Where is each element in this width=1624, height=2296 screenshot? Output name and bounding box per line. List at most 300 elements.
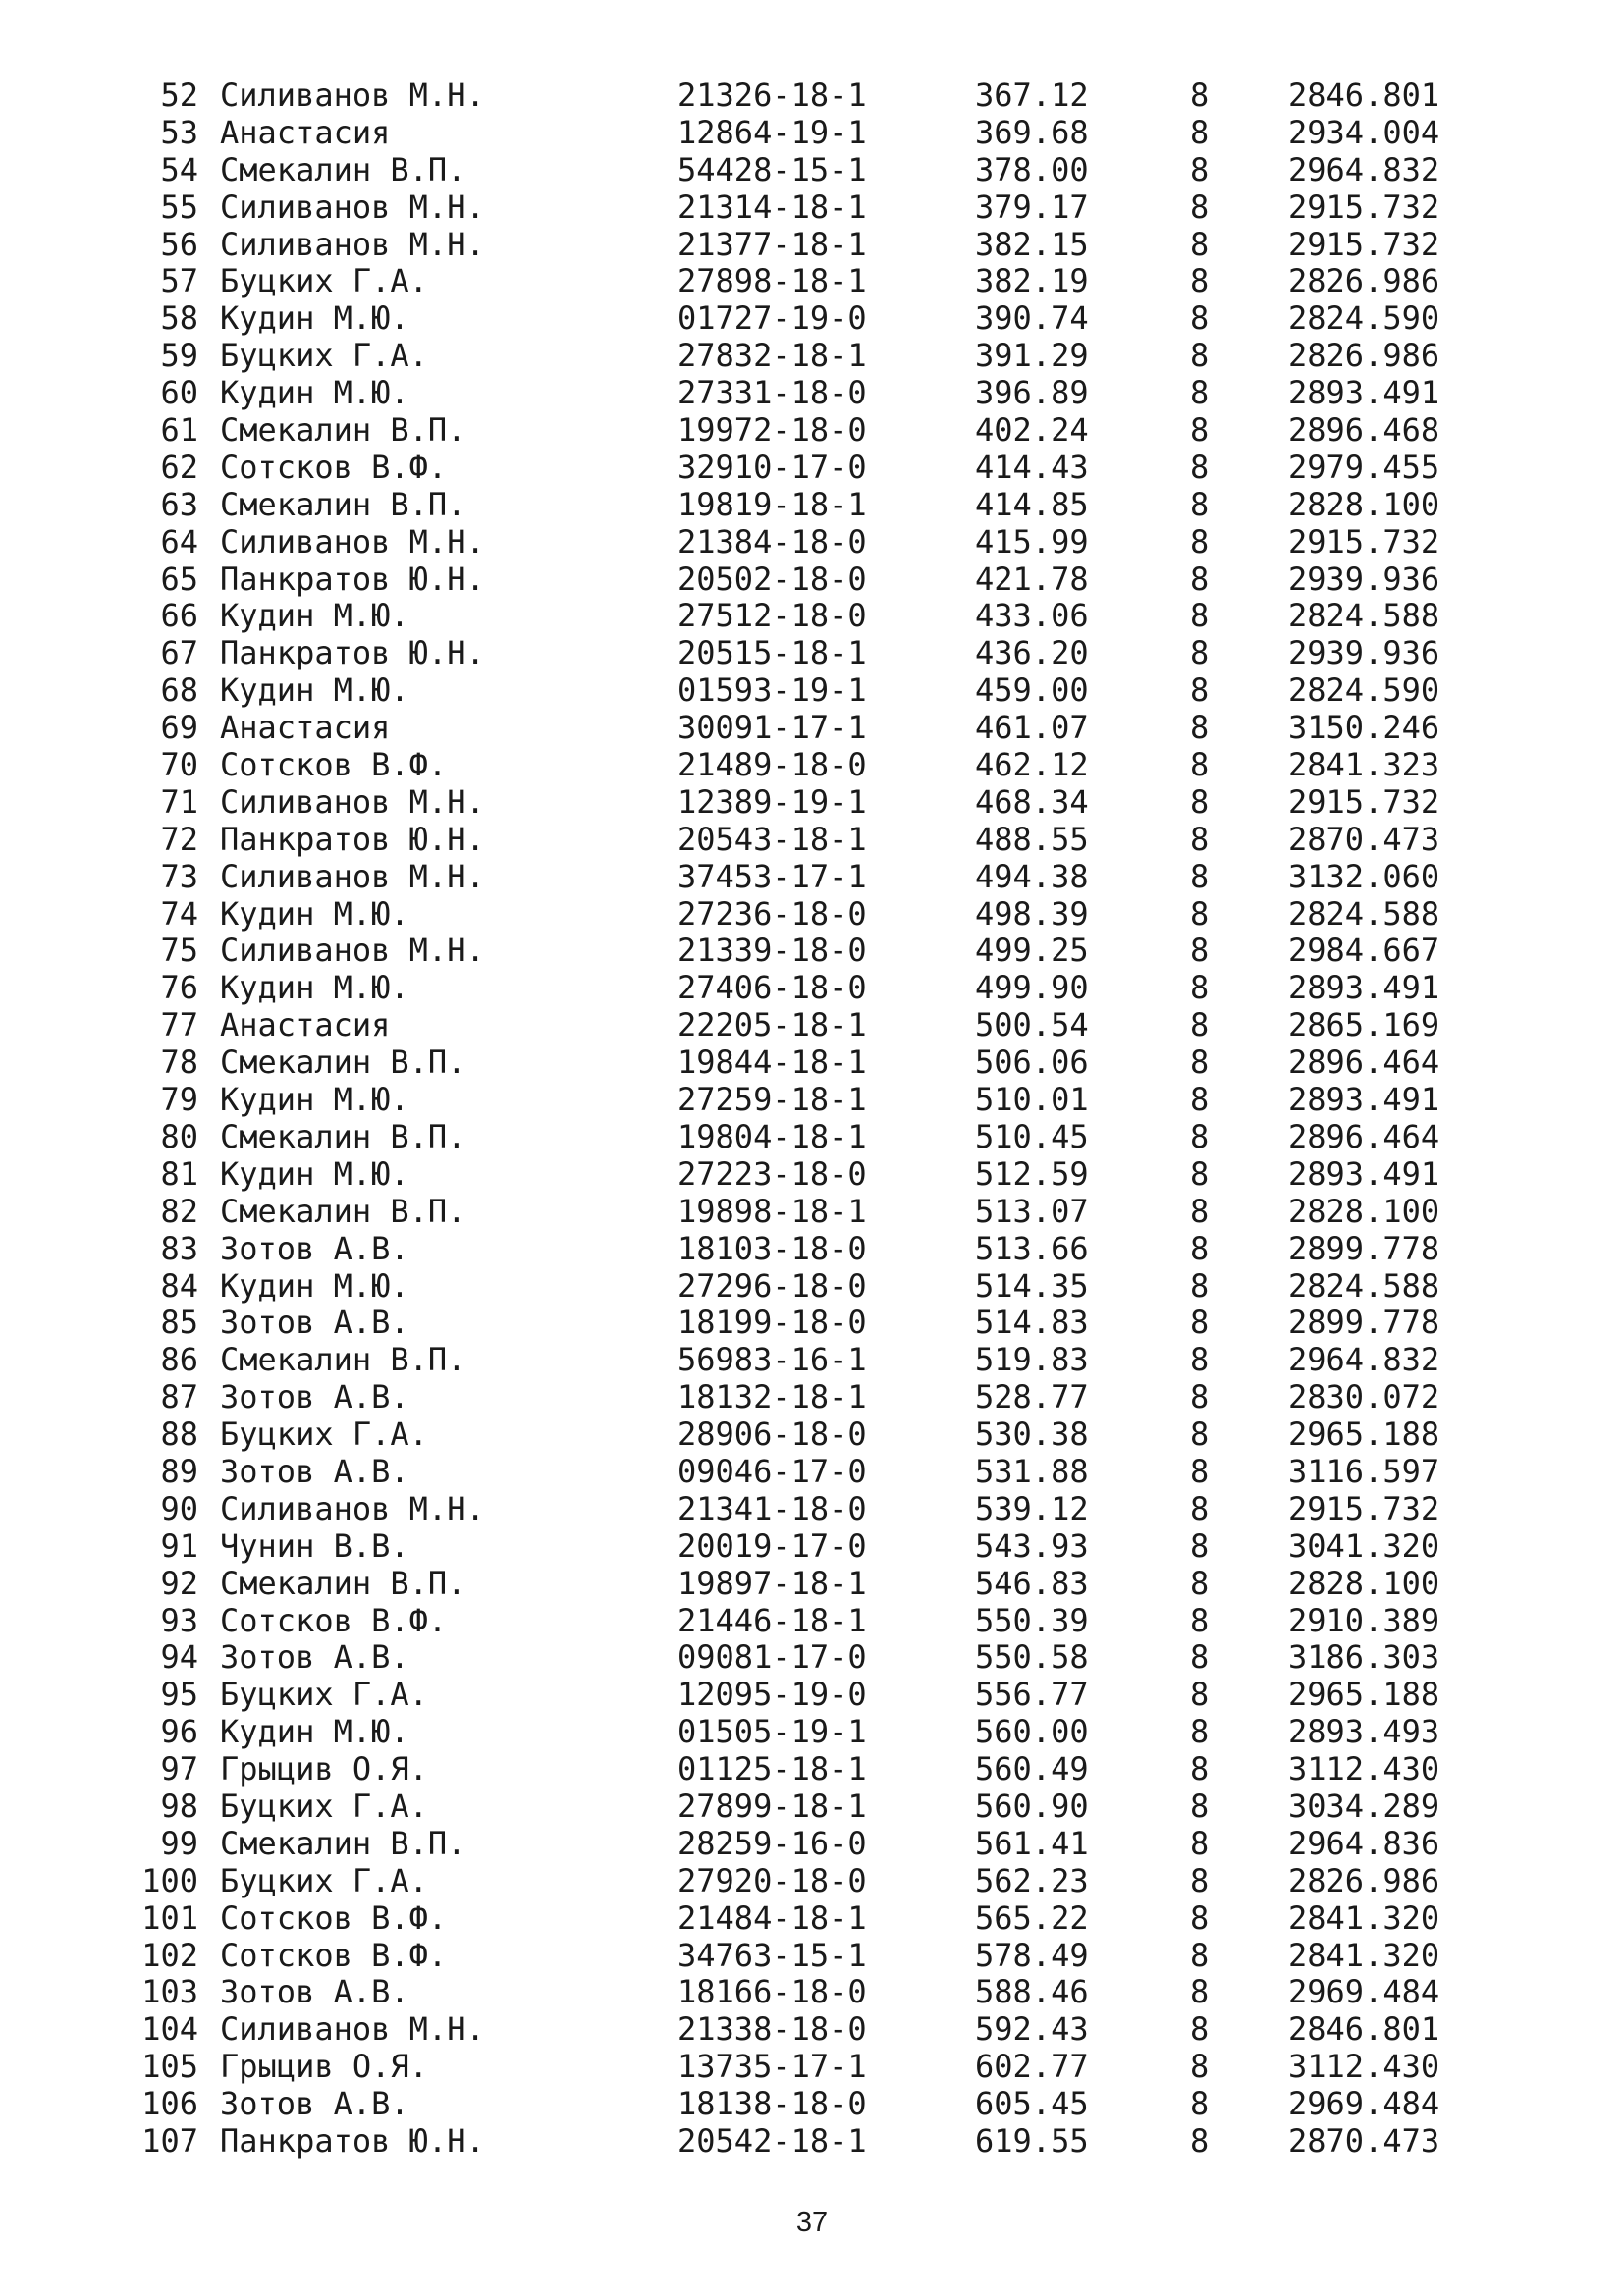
record-code: 28906-18-0 (677, 1415, 867, 1454)
class-value: 8 (1190, 1601, 1210, 1639)
record-code: 21338-18-0 (677, 2010, 867, 2049)
table-row (0, 227, 1624, 264)
total-value: 2896.464 (1288, 1043, 1440, 1082)
measure-value: 379.17 (975, 187, 1089, 226)
row-number: 64 (160, 522, 198, 561)
operator-name: Кудин М.Ю. (220, 1713, 409, 1751)
table-row (0, 1900, 1624, 1938)
record-code: 21484-18-1 (677, 1898, 867, 1937)
row-number: 57 (160, 262, 198, 300)
class-value: 8 (1190, 2121, 1210, 2160)
record-code: 19819-18-1 (677, 485, 867, 523)
table-row (0, 1863, 1624, 1900)
table-row (0, 1379, 1624, 1416)
table-row (0, 710, 1624, 747)
operator-name: Силиванов М.Н. (220, 1489, 485, 1527)
total-value: 2824.590 (1288, 299, 1440, 338)
row-number: 56 (160, 225, 198, 263)
table-row (0, 933, 1624, 970)
total-value: 2964.832 (1288, 1341, 1440, 1379)
operator-name: Смекалин В.П. (220, 1192, 466, 1230)
record-code: 37453-17-1 (677, 857, 867, 895)
table-row (0, 1082, 1624, 1119)
row-number: 86 (160, 1341, 198, 1379)
measure-value: 390.74 (975, 299, 1089, 338)
class-value: 8 (1190, 1526, 1210, 1565)
row-number: 102 (141, 1936, 198, 1974)
row-number: 88 (160, 1415, 198, 1454)
total-value: 2893.491 (1288, 1154, 1440, 1193)
total-value: 2828.100 (1288, 1564, 1440, 1602)
operator-name: Панкратов Ю.Н. (220, 560, 485, 598)
table-row (0, 1231, 1624, 1268)
row-number: 79 (160, 1081, 198, 1119)
total-value: 2826.986 (1288, 262, 1440, 300)
class-value: 8 (1190, 2048, 1210, 2086)
total-value: 2896.468 (1288, 411, 1440, 450)
table-row (0, 1491, 1624, 1528)
record-code: 19972-18-0 (677, 411, 867, 450)
total-value: 2824.590 (1288, 671, 1440, 710)
measure-value: 519.83 (975, 1341, 1089, 1379)
class-value: 8 (1190, 1676, 1210, 1714)
row-number: 74 (160, 894, 198, 933)
total-value: 2841.323 (1288, 746, 1440, 784)
measure-value: 556.77 (975, 1676, 1089, 1714)
operator-name: Сотсков В.Ф. (220, 746, 448, 784)
class-value: 8 (1190, 485, 1210, 523)
class-value: 8 (1190, 1452, 1210, 1490)
class-value: 8 (1190, 225, 1210, 263)
measure-value: 592.43 (975, 2010, 1089, 2049)
record-code: 21489-18-0 (677, 746, 867, 784)
record-code: 01593-19-1 (677, 671, 867, 710)
measure-value: 402.24 (975, 411, 1089, 450)
class-value: 8 (1190, 150, 1210, 188)
row-number: 104 (141, 2010, 198, 2049)
operator-name: Анастасия (220, 1006, 391, 1044)
operator-name: Буцких Г.А. (220, 1415, 428, 1454)
row-number: 58 (160, 299, 198, 338)
row-number: 71 (160, 782, 198, 821)
measure-value: 461.07 (975, 709, 1089, 747)
table-row (0, 1677, 1624, 1714)
measure-value: 561.41 (975, 1824, 1089, 1862)
class-value: 8 (1190, 1192, 1210, 1230)
row-number: 70 (160, 746, 198, 784)
record-code: 20502-18-0 (677, 560, 867, 598)
operator-name: Анастасия (220, 709, 391, 747)
record-code: 21314-18-1 (677, 187, 867, 226)
measure-value: 462.12 (975, 746, 1089, 784)
total-value: 2939.936 (1288, 560, 1440, 598)
operator-name: Кудин М.Ю. (220, 671, 409, 710)
table-row (0, 1268, 1624, 1306)
measure-value: 433.06 (975, 597, 1089, 635)
measure-value: 560.49 (975, 1750, 1089, 1789)
measure-value: 488.55 (975, 820, 1089, 858)
measure-value: 619.55 (975, 2121, 1089, 2160)
class-value: 8 (1190, 634, 1210, 672)
page-number: 37 (795, 2207, 829, 2238)
class-value: 8 (1190, 113, 1210, 151)
measure-value: 562.23 (975, 1861, 1089, 1899)
table-row (0, 524, 1624, 561)
measure-value: 546.83 (975, 1564, 1089, 1602)
operator-name: Силиванов М.Н. (220, 2010, 485, 2049)
record-code: 32910-17-0 (677, 448, 867, 486)
row-number: 91 (160, 1526, 198, 1565)
record-code: 20542-18-1 (677, 2121, 867, 2160)
table-row (0, 263, 1624, 300)
operator-name: Зотов А.В. (220, 1378, 409, 1416)
total-value: 3112.430 (1288, 2048, 1440, 2086)
row-number: 77 (160, 1006, 198, 1044)
measure-value: 588.46 (975, 1973, 1089, 2011)
table-row (0, 784, 1624, 822)
operator-name: Грыцив О.Я. (220, 1750, 428, 1789)
total-value: 2893.491 (1288, 1081, 1440, 1119)
row-number: 83 (160, 1229, 198, 1267)
record-code: 34763-15-1 (677, 1936, 867, 1974)
total-value: 2865.169 (1288, 1006, 1440, 1044)
record-code: 20515-18-1 (677, 634, 867, 672)
table-row (0, 189, 1624, 227)
operator-name: Смекалин В.П. (220, 1564, 466, 1602)
operator-name: Панкратов Ю.Н. (220, 820, 485, 858)
table-row (0, 2011, 1624, 2049)
total-value: 2899.778 (1288, 1229, 1440, 1267)
operator-name: Силиванов М.Н. (220, 522, 485, 561)
table-row (0, 1974, 1624, 2011)
row-number: 95 (160, 1676, 198, 1714)
table-row (0, 2086, 1624, 2123)
measure-value: 512.59 (975, 1154, 1089, 1193)
operator-name: Смекалин В.П. (220, 485, 466, 523)
measure-value: 560.90 (975, 1787, 1089, 1825)
table-row (0, 1007, 1624, 1044)
row-number: 68 (160, 671, 198, 710)
class-value: 8 (1190, 411, 1210, 450)
measure-value: 550.39 (975, 1601, 1089, 1639)
operator-name: Зотов А.В. (220, 2085, 409, 2123)
operator-name: Сотсков В.Ф. (220, 1601, 448, 1639)
measure-value: 367.12 (975, 77, 1089, 114)
total-value: 3186.303 (1288, 1638, 1440, 1677)
measure-value: 510.01 (975, 1081, 1089, 1119)
measure-value: 421.78 (975, 560, 1089, 598)
table-row (0, 300, 1624, 338)
class-value: 8 (1190, 932, 1210, 970)
table-row (0, 412, 1624, 450)
table-row (0, 1044, 1624, 1082)
row-number: 81 (160, 1154, 198, 1193)
record-code: 19804-18-1 (677, 1117, 867, 1155)
total-value: 3041.320 (1288, 1526, 1440, 1565)
row-number: 69 (160, 709, 198, 747)
operator-name: Кудин М.Ю. (220, 1081, 409, 1119)
measure-value: 514.35 (975, 1266, 1089, 1305)
measure-value: 514.83 (975, 1304, 1089, 1342)
table-row (0, 1751, 1624, 1789)
record-code: 21446-18-1 (677, 1601, 867, 1639)
row-number: 87 (160, 1378, 198, 1416)
measure-value: 415.99 (975, 522, 1089, 561)
class-value: 8 (1190, 1787, 1210, 1825)
record-code: 19897-18-1 (677, 1564, 867, 1602)
total-value: 3116.597 (1288, 1452, 1440, 1490)
table-row (0, 1826, 1624, 1863)
total-value: 3150.246 (1288, 709, 1440, 747)
total-value: 2965.188 (1288, 1415, 1440, 1454)
measure-value: 506.06 (975, 1043, 1089, 1082)
table-row (0, 1938, 1624, 1975)
class-value: 8 (1190, 1378, 1210, 1416)
class-value: 8 (1190, 1341, 1210, 1379)
row-number: 59 (160, 337, 198, 375)
measure-value: 500.54 (975, 1006, 1089, 1044)
operator-name: Силиванов М.Н. (220, 932, 485, 970)
table-row (0, 1194, 1624, 1231)
operator-name: Смекалин В.П. (220, 1117, 466, 1155)
table-row (0, 152, 1624, 189)
measure-value: 565.22 (975, 1898, 1089, 1937)
row-number: 94 (160, 1638, 198, 1677)
total-value: 2824.588 (1288, 1266, 1440, 1305)
record-code: 13735-17-1 (677, 2048, 867, 2086)
operator-name: Смекалин В.П. (220, 1824, 466, 1862)
operator-name: Кудин М.Ю. (220, 597, 409, 635)
record-code: 27259-18-1 (677, 1081, 867, 1119)
record-code: 09046-17-0 (677, 1452, 867, 1490)
operator-name: Зотов А.В. (220, 1638, 409, 1677)
class-value: 8 (1190, 1750, 1210, 1789)
record-code: 01505-19-1 (677, 1713, 867, 1751)
table-row (0, 1789, 1624, 1826)
class-value: 8 (1190, 671, 1210, 710)
class-value: 8 (1190, 597, 1210, 635)
row-number: 52 (160, 77, 198, 114)
row-number: 63 (160, 485, 198, 523)
table-row (0, 1566, 1624, 1603)
row-number: 55 (160, 187, 198, 226)
table-row (0, 822, 1624, 859)
class-value: 8 (1190, 1638, 1210, 1677)
record-code: 27296-18-0 (677, 1266, 867, 1305)
total-value: 2969.484 (1288, 1973, 1440, 2011)
table-row (0, 115, 1624, 152)
results-table (0, 78, 1624, 2161)
row-number: 101 (141, 1898, 198, 1937)
measure-value: 550.58 (975, 1638, 1089, 1677)
class-value: 8 (1190, 1229, 1210, 1267)
class-value: 8 (1190, 1304, 1210, 1342)
class-value: 8 (1190, 1898, 1210, 1937)
measure-value: 414.43 (975, 448, 1089, 486)
class-value: 8 (1190, 820, 1210, 858)
measure-value: 499.25 (975, 932, 1089, 970)
total-value: 2915.732 (1288, 225, 1440, 263)
record-code: 12095-19-0 (677, 1676, 867, 1714)
row-number: 66 (160, 597, 198, 635)
record-code: 21339-18-0 (677, 932, 867, 970)
row-number: 98 (160, 1787, 198, 1825)
measure-value: 578.49 (975, 1936, 1089, 1974)
table-row (0, 1603, 1624, 1640)
record-code: 27406-18-0 (677, 969, 867, 1007)
total-value: 2915.732 (1288, 782, 1440, 821)
class-value: 8 (1190, 1415, 1210, 1454)
table-row (0, 1156, 1624, 1194)
total-value: 2824.588 (1288, 894, 1440, 933)
total-value: 2915.732 (1288, 1489, 1440, 1527)
class-value: 8 (1190, 1936, 1210, 1974)
measure-value: 602.77 (975, 2048, 1089, 2086)
table-row (0, 1119, 1624, 1156)
operator-name: Кудин М.Ю. (220, 1154, 409, 1193)
row-number: 72 (160, 820, 198, 858)
measure-value: 459.00 (975, 671, 1089, 710)
row-number: 90 (160, 1489, 198, 1527)
measure-value: 510.45 (975, 1117, 1089, 1155)
total-value: 2965.188 (1288, 1676, 1440, 1714)
operator-name: Смекалин В.П. (220, 1043, 466, 1082)
row-number: 61 (160, 411, 198, 450)
class-value: 8 (1190, 1266, 1210, 1305)
record-code: 27832-18-1 (677, 337, 867, 375)
measure-value: 498.39 (975, 894, 1089, 933)
total-value: 2893.491 (1288, 969, 1440, 1007)
row-number: 65 (160, 560, 198, 598)
total-value: 2896.464 (1288, 1117, 1440, 1155)
measure-value: 436.20 (975, 634, 1089, 672)
table-row (0, 1342, 1624, 1379)
table-row (0, 1305, 1624, 1342)
record-code: 18166-18-0 (677, 1973, 867, 2011)
table-row (0, 2049, 1624, 2086)
record-code: 09081-17-0 (677, 1638, 867, 1677)
record-code: 18132-18-1 (677, 1378, 867, 1416)
row-number: 80 (160, 1117, 198, 1155)
row-number: 93 (160, 1601, 198, 1639)
total-value: 2841.320 (1288, 1898, 1440, 1937)
total-value: 2893.491 (1288, 374, 1440, 412)
row-number: 84 (160, 1266, 198, 1305)
row-number: 54 (160, 150, 198, 188)
table-row (0, 1528, 1624, 1566)
operator-name: Панкратов Ю.Н. (220, 634, 485, 672)
table-row (0, 338, 1624, 375)
total-value: 2828.100 (1288, 1192, 1440, 1230)
class-value: 8 (1190, 1489, 1210, 1527)
record-code: 27899-18-1 (677, 1787, 867, 1825)
record-code: 54428-15-1 (677, 150, 867, 188)
total-value: 2964.832 (1288, 150, 1440, 188)
total-value: 2870.473 (1288, 2121, 1440, 2160)
class-value: 8 (1190, 1824, 1210, 1862)
operator-name: Буцких Г.А. (220, 1861, 428, 1899)
class-value: 8 (1190, 1154, 1210, 1193)
table-row (0, 450, 1624, 487)
row-number: 97 (160, 1750, 198, 1789)
record-code: 20543-18-1 (677, 820, 867, 858)
total-value: 2979.455 (1288, 448, 1440, 486)
total-value: 2826.986 (1288, 337, 1440, 375)
measure-value: 528.77 (975, 1378, 1089, 1416)
table-row (0, 1714, 1624, 1751)
operator-name: Силиванов М.Н. (220, 857, 485, 895)
operator-name: Смекалин В.П. (220, 150, 466, 188)
record-code: 27920-18-0 (677, 1861, 867, 1899)
table-row (0, 896, 1624, 934)
measure-value: 414.85 (975, 485, 1089, 523)
total-value: 3112.430 (1288, 1750, 1440, 1789)
measure-value: 531.88 (975, 1452, 1089, 1490)
operator-name: Буцких Г.А. (220, 262, 428, 300)
class-value: 8 (1190, 2010, 1210, 2049)
class-value: 8 (1190, 522, 1210, 561)
class-value: 8 (1190, 2085, 1210, 2123)
measure-value: 382.19 (975, 262, 1089, 300)
record-code: 19898-18-1 (677, 1192, 867, 1230)
operator-name: Силиванов М.Н. (220, 77, 485, 114)
row-number: 76 (160, 969, 198, 1007)
measure-value: 539.12 (975, 1489, 1089, 1527)
row-number: 89 (160, 1452, 198, 1490)
class-value: 8 (1190, 77, 1210, 114)
row-number: 73 (160, 857, 198, 895)
operator-name: Смекалин В.П. (220, 1341, 466, 1379)
total-value: 2899.778 (1288, 1304, 1440, 1342)
row-number: 78 (160, 1043, 198, 1082)
class-value: 8 (1190, 709, 1210, 747)
class-value: 8 (1190, 299, 1210, 338)
operator-name: Анастасия (220, 113, 391, 151)
total-value: 2964.836 (1288, 1824, 1440, 1862)
row-number: 92 (160, 1564, 198, 1602)
operator-name: Зотов А.В. (220, 1304, 409, 1342)
operator-name: Кудин М.Ю. (220, 1266, 409, 1305)
record-code: 18199-18-0 (677, 1304, 867, 1342)
row-number: 99 (160, 1824, 198, 1862)
row-number: 96 (160, 1713, 198, 1751)
operator-name: Кудин М.Ю. (220, 969, 409, 1007)
total-value: 3034.289 (1288, 1787, 1440, 1825)
total-value: 3132.060 (1288, 857, 1440, 895)
operator-name: Сотсков В.Ф. (220, 1936, 448, 1974)
total-value: 2984.667 (1288, 932, 1440, 970)
total-value: 2893.493 (1288, 1713, 1440, 1751)
row-number: 67 (160, 634, 198, 672)
class-value: 8 (1190, 1081, 1210, 1119)
operator-name: Силиванов М.Н. (220, 225, 485, 263)
record-code: 27223-18-0 (677, 1154, 867, 1193)
class-value: 8 (1190, 1973, 1210, 2011)
measure-value: 369.68 (975, 113, 1089, 151)
table-row (0, 487, 1624, 524)
measure-value: 396.89 (975, 374, 1089, 412)
class-value: 8 (1190, 1564, 1210, 1602)
operator-name: Силиванов М.Н. (220, 782, 485, 821)
operator-name: Кудин М.Ю. (220, 374, 409, 412)
table-row (0, 2123, 1624, 2161)
record-code: 12389-19-1 (677, 782, 867, 821)
table-row (0, 747, 1624, 784)
record-code: 28259-16-0 (677, 1824, 867, 1862)
operator-name: Буцких Г.А. (220, 337, 428, 375)
total-value: 2830.072 (1288, 1378, 1440, 1416)
total-value: 2841.320 (1288, 1936, 1440, 1974)
